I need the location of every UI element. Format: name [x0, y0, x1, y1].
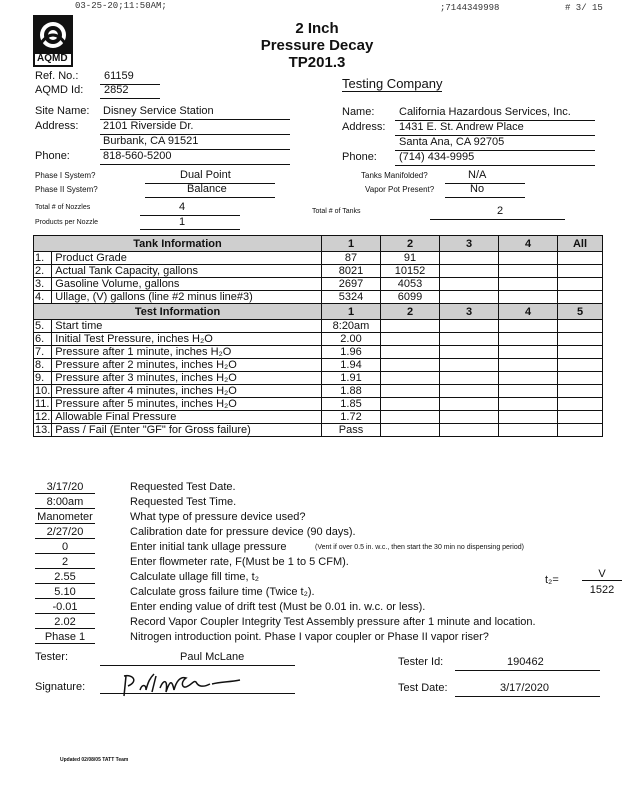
cell: [381, 333, 440, 346]
row-label: Start time: [52, 320, 322, 333]
row-num: 1.: [34, 252, 52, 265]
footer-note: Updated 02/08/05 TATT Team: [60, 757, 129, 763]
tank-info-table: [33, 235, 603, 437]
tc-phone-label: Phone:: [342, 151, 377, 163]
cell: [499, 278, 558, 291]
cell: [558, 252, 603, 265]
cell: 1.72: [322, 411, 381, 424]
cell: [558, 359, 603, 372]
cell: [440, 385, 499, 398]
tc-address-label: Address:: [342, 121, 386, 133]
table-row: [34, 424, 603, 437]
row-label: Pressure after 4 minutes, inches H₂O: [52, 385, 322, 398]
cell: [499, 346, 558, 359]
tc-name-value: California Hazardous Services, Inc.: [399, 106, 571, 118]
cell: [558, 320, 603, 333]
title-line3: TP201.3: [288, 54, 346, 71]
tank-col-3: 3: [440, 236, 499, 252]
nozzles-label: Total # of Nozzles: [35, 204, 91, 211]
fax-header-right: ;7144349998: [440, 3, 500, 13]
cell: [381, 320, 440, 333]
list-desc: Nitrogen introduction point. Phase I vapor coupler or Phase II vapor riser?: [130, 631, 489, 643]
cell: 91: [381, 252, 440, 265]
test-col-5: 5: [558, 304, 603, 320]
test-info-heading: Test Information: [34, 304, 322, 320]
cell: [499, 320, 558, 333]
vapor-pot-label: Vapor Pot Present?: [365, 185, 435, 194]
fraction-numerator: V: [582, 568, 622, 581]
cell: 1.85: [322, 398, 381, 411]
list-value: Phase 1: [35, 631, 95, 644]
address-label: Address:: [35, 120, 79, 132]
table-row: [34, 411, 603, 424]
cell: [440, 291, 499, 304]
nozzles-value: 4: [179, 201, 186, 213]
test-date-value: 3/17/2020: [500, 682, 549, 694]
list-desc: Requested Test Date.: [130, 481, 236, 493]
tc-address-line2: Santa Ana, CA 92705: [399, 136, 505, 148]
list-value: 2: [35, 556, 95, 569]
phone-label: Phone:: [35, 150, 70, 162]
row-num: 13.: [35, 424, 51, 436]
row-label: Pressure after 3 minutes, inches H₂O: [52, 372, 322, 385]
title-line1: 2 Inch: [295, 20, 339, 37]
row-num: 6.: [34, 333, 52, 346]
cell: [381, 398, 440, 411]
test-col-3: 3: [440, 304, 499, 320]
list-desc: Record Vapor Coupler Integrity Test Assembly pressure after 1 minute and location.: [130, 616, 536, 628]
signature-label: Signature:: [35, 681, 86, 693]
tester-value: Paul McLane: [180, 651, 245, 663]
cell: 4053: [381, 278, 440, 291]
cell: [499, 333, 558, 346]
table-row: [34, 320, 603, 333]
table-row: [34, 252, 603, 265]
cell: [558, 346, 603, 359]
row-label: Allowable Final Pressure: [52, 411, 322, 424]
list-value: Manometer: [35, 511, 95, 524]
table-row: [34, 346, 603, 359]
row-label: Gasoline Volume, gallons: [52, 278, 322, 291]
cell: [558, 424, 603, 437]
list-value: 8:00am: [35, 496, 95, 509]
cell: [499, 359, 558, 372]
cell: [499, 372, 558, 385]
cell: [499, 398, 558, 411]
table-row: [34, 278, 603, 291]
tester-id-value: 190462: [507, 656, 544, 668]
list-value: 2.02: [35, 616, 95, 629]
cell: 8021: [322, 265, 381, 278]
cell: [558, 372, 603, 385]
cell: [381, 411, 440, 424]
cell: [499, 291, 558, 304]
row-num: 10.: [35, 385, 51, 397]
cell: 10152: [381, 265, 440, 278]
list-desc: Calculate gross failure time (Twice t₂).: [130, 586, 315, 598]
list-value: 2.55: [35, 571, 95, 584]
cell: [381, 372, 440, 385]
cell: [381, 385, 440, 398]
fraction-label: t₂=: [545, 574, 559, 586]
test-col-1: 1: [322, 304, 381, 320]
table-row: [34, 359, 603, 372]
cell: 2697: [322, 278, 381, 291]
cell: [558, 385, 603, 398]
row-label: Pressure after 1 minute, inches H₂O: [52, 346, 322, 359]
products-label: Products per Nozzle: [35, 219, 99, 226]
site-name-label: Site Name:: [35, 105, 90, 117]
list-value: -0.01: [35, 601, 95, 614]
cell: [499, 411, 558, 424]
vapor-pot-value: No: [470, 183, 485, 195]
cell: [381, 346, 440, 359]
cell: [440, 411, 499, 424]
cell: 2.00: [322, 333, 381, 346]
row-num: 4.: [34, 291, 52, 304]
row-num: 12.: [35, 411, 51, 423]
tank-table-header: [34, 236, 603, 252]
tank-col-all: All: [558, 236, 603, 252]
fraction-denominator: 1522: [589, 584, 615, 596]
table-row: [34, 291, 603, 304]
aqmd-value: 2852: [104, 84, 129, 96]
cell: [440, 278, 499, 291]
cell: [440, 359, 499, 372]
page-title: [237, 20, 397, 71]
cell: [499, 252, 558, 265]
phase1-value: Dual Point: [180, 169, 231, 181]
list-desc: Enter initial tank ullage pressure: [130, 541, 287, 553]
row-label: Product Grade: [52, 252, 322, 265]
site-name-value: Disney Service Station: [103, 105, 214, 117]
table-row: [34, 385, 603, 398]
tc-address-line1: 1431 E. St. Andrew Place: [399, 121, 524, 133]
tester-id-label: Tester Id:: [398, 656, 444, 668]
list-value: 2/27/20: [35, 526, 95, 539]
cell: [558, 291, 603, 304]
cell: 6099: [381, 291, 440, 304]
list-desc: Enter ending value of drift test (Must be 0.01 in. w.c. or less).: [130, 601, 426, 613]
cell: [499, 385, 558, 398]
testing-company-heading: Testing Company: [342, 76, 443, 91]
aqmd-logo: [33, 15, 73, 67]
phase2-label: Phase II System?: [35, 185, 98, 194]
tester-label: Tester:: [35, 651, 69, 663]
products-value: 1: [179, 216, 186, 228]
row-label: Actual Tank Capacity, gallons: [52, 265, 322, 278]
row-num: 9.: [34, 372, 52, 385]
aqmd-label: AQMD Id:: [35, 84, 84, 96]
table-row: [34, 333, 603, 346]
list-value: 0: [35, 541, 95, 554]
cell: 1.88: [322, 385, 381, 398]
tank-col-4: 4: [499, 236, 558, 252]
cell: [440, 398, 499, 411]
cell: [558, 411, 603, 424]
test-col-4: 4: [499, 304, 558, 320]
cell: [440, 424, 499, 437]
row-label: Initial Test Pressure, inches H₂O: [52, 333, 322, 346]
list-desc: Enter flowmeter rate, F(Must be 1 to 5 CFM).: [130, 556, 349, 568]
cell: [499, 265, 558, 278]
table-row: [34, 372, 603, 385]
cell: [440, 252, 499, 265]
manifold-value: N/A: [468, 169, 487, 181]
cell: [440, 265, 499, 278]
cell: [558, 278, 603, 291]
cell: [558, 398, 603, 411]
list-value: 3/17/20: [35, 481, 95, 494]
logo-text: AQMD: [37, 53, 68, 64]
test-date-label: Test Date:: [398, 682, 448, 694]
row-label: Ullage, (V) gallons (line #2 minus line#3): [52, 291, 322, 304]
table-row: [34, 398, 603, 411]
list-desc: What type of pressure device used?: [130, 511, 306, 523]
cell: [381, 359, 440, 372]
cell: [440, 320, 499, 333]
row-num: 2.: [34, 265, 52, 278]
table-row: [34, 265, 603, 278]
tank-col-2: 2: [381, 236, 440, 252]
tank-col-1: 1: [322, 236, 381, 252]
cell: 1.91: [322, 372, 381, 385]
cell: [440, 372, 499, 385]
phase2-value: Balance: [187, 183, 227, 195]
cell: [499, 424, 558, 437]
fax-header-left: 03-25-20;11:50AM;: [75, 1, 167, 11]
test-col-2: 2: [381, 304, 440, 320]
phone-value: 818-560-5200: [103, 150, 172, 162]
cell: 8:20am: [322, 320, 381, 333]
cell: 1.94: [322, 359, 381, 372]
row-num: 11.: [34, 398, 52, 411]
cell: 5324: [322, 291, 381, 304]
list-desc: Requested Test Time.: [130, 496, 237, 508]
list-desc: Calibration date for pressure device (90 days).: [130, 526, 356, 538]
test-table-header: [34, 304, 603, 320]
cell: [558, 265, 603, 278]
row-num: 8.: [34, 359, 52, 372]
cell: [440, 333, 499, 346]
cell: [558, 333, 603, 346]
list-value: 5.10: [35, 586, 95, 599]
manifold-label: Tanks Manifolded?: [361, 171, 428, 180]
row-num: 5.: [34, 320, 52, 333]
cell: 1.96: [322, 346, 381, 359]
cell: [440, 346, 499, 359]
cell: 87: [322, 252, 381, 265]
row-label: Pressure after 2 minutes, inches H₂O: [52, 359, 322, 372]
fax-header-page: # 3/ 15: [565, 3, 603, 13]
row-label: Pressure after 5 minutes, inches H₂O: [52, 398, 322, 411]
phase1-label: Phase I System?: [35, 171, 96, 180]
ref-label: Ref. No.:: [35, 70, 79, 82]
address-line1: 2101 Riverside Dr.: [103, 120, 194, 132]
title-line2: Pressure Decay: [260, 37, 374, 54]
address-line2: Burbank, CA 91521: [103, 135, 199, 147]
tank-info-heading: Tank Information: [34, 236, 322, 252]
tanks-label: Total # of Tanks: [312, 208, 361, 215]
tc-name-label: Name:: [342, 106, 375, 118]
tc-phone-value: (714) 434-9995: [399, 151, 475, 163]
ref-value: 61159: [104, 70, 134, 82]
tanks-value: 2: [497, 205, 504, 217]
cell: [381, 424, 440, 437]
row-num: 7.: [34, 346, 52, 359]
list-note: (Vent if over 0.5 in. w.c., then start the 30 min no dispensing period): [315, 544, 524, 551]
row-label: Pass / Fail (Enter "GF" for Gross failure): [52, 424, 322, 437]
list-desc: Calculate ullage fill time, t₂: [130, 571, 259, 583]
cell: Pass: [322, 424, 381, 437]
row-num: 3.: [34, 278, 52, 291]
signature-image: [120, 668, 250, 700]
